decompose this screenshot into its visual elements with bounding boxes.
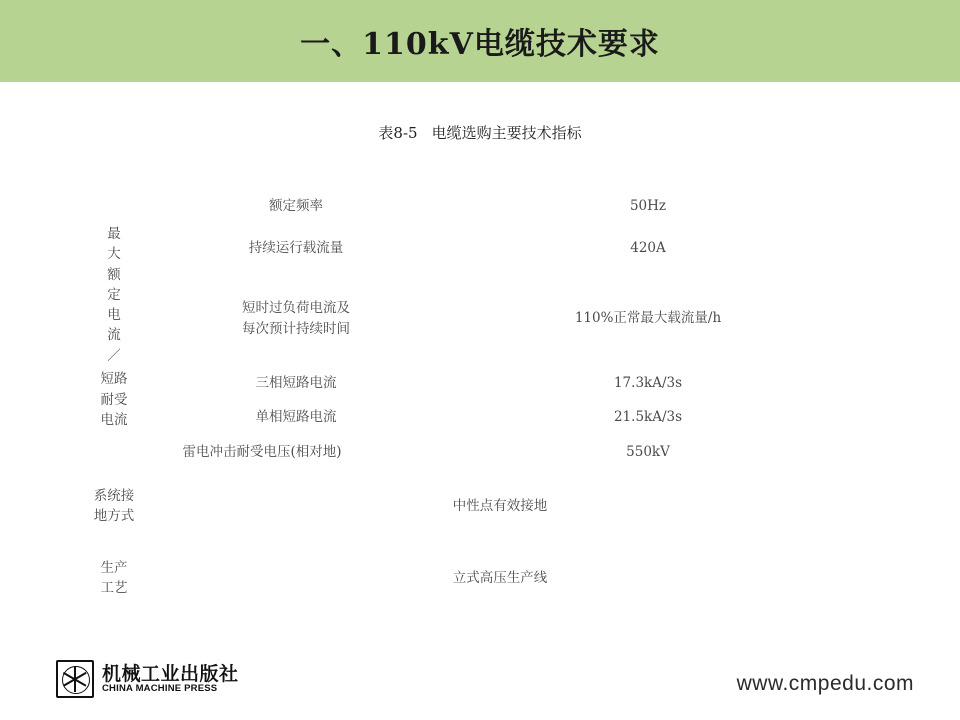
table-caption — [0, 122, 960, 143]
table-row — [80, 271, 852, 366]
item-line: 每次预计持续时间 — [242, 320, 350, 337]
row-value: 550kV — [626, 443, 670, 460]
group-line: 生产 — [100, 559, 128, 576]
row-item: 单相短路电流 — [255, 408, 337, 425]
row-group-short-circuit-current — [80, 366, 148, 434]
group-line: ／ — [107, 347, 121, 364]
group-line: 电 — [107, 307, 121, 323]
press-wheel-icon — [56, 660, 94, 698]
group-line: 短路 — [100, 371, 128, 388]
row-group-production-process — [80, 542, 148, 614]
table-row — [80, 400, 852, 434]
spec-table-container — [80, 188, 852, 614]
slide-header — [0, 0, 960, 84]
group-line: 定 — [107, 286, 121, 303]
group-line: 大 — [107, 246, 121, 263]
row-group-empty — [80, 188, 148, 224]
group-line: 额 — [107, 266, 121, 283]
group-line: 系统接 — [93, 487, 135, 504]
spec-table — [80, 188, 852, 614]
table-number: 表8-5 — [378, 124, 418, 142]
website-url: www.cmpedu.com — [736, 672, 914, 695]
row-value: 110%正常最大载流量/h — [574, 310, 722, 327]
row-item — [148, 271, 444, 366]
row-item: 三相短路电流 — [255, 374, 337, 391]
group-line: 电流 — [100, 411, 128, 428]
table-title: 电缆选购主要技术指标 — [431, 124, 582, 142]
group-line: 流 — [107, 327, 121, 344]
table-row — [80, 188, 852, 224]
row-item: 雷电冲击耐受电压(相对地) — [182, 443, 342, 460]
group-line: 工艺 — [100, 579, 128, 596]
row-value: 立式高压生产线 — [452, 569, 548, 586]
row-value: 17.3kA/3s — [613, 374, 683, 391]
group-line: 最 — [107, 226, 121, 242]
row-group-grounding-method — [80, 470, 148, 542]
row-value: 50Hz — [629, 197, 667, 214]
item-line: 短时过负荷电流及 — [242, 300, 350, 317]
row-item: 持续运行载流量 — [248, 239, 344, 256]
page-title: 一、110kV电缆技术要求 — [300, 27, 660, 62]
group-line: 耐受 — [100, 391, 128, 408]
publisher-name-cn: 机械工业出版社 — [102, 662, 239, 685]
table-row — [80, 224, 852, 271]
publisher-logo — [56, 660, 239, 698]
row-item: 额定频率 — [269, 197, 323, 214]
table-row — [80, 434, 852, 470]
table-row — [80, 470, 852, 542]
table-row — [80, 366, 852, 400]
row-value: 420A — [630, 239, 666, 256]
group-line: 地方式 — [93, 507, 135, 524]
publisher-name-en: CHINA MACHINE PRESS — [102, 683, 218, 695]
row-value: 21.5kA/3s — [613, 408, 683, 425]
row-value: 中性点有效接地 — [452, 497, 548, 514]
row-group-max-rated-current — [80, 224, 148, 366]
publisher-name — [102, 664, 239, 695]
table-row — [80, 542, 852, 614]
